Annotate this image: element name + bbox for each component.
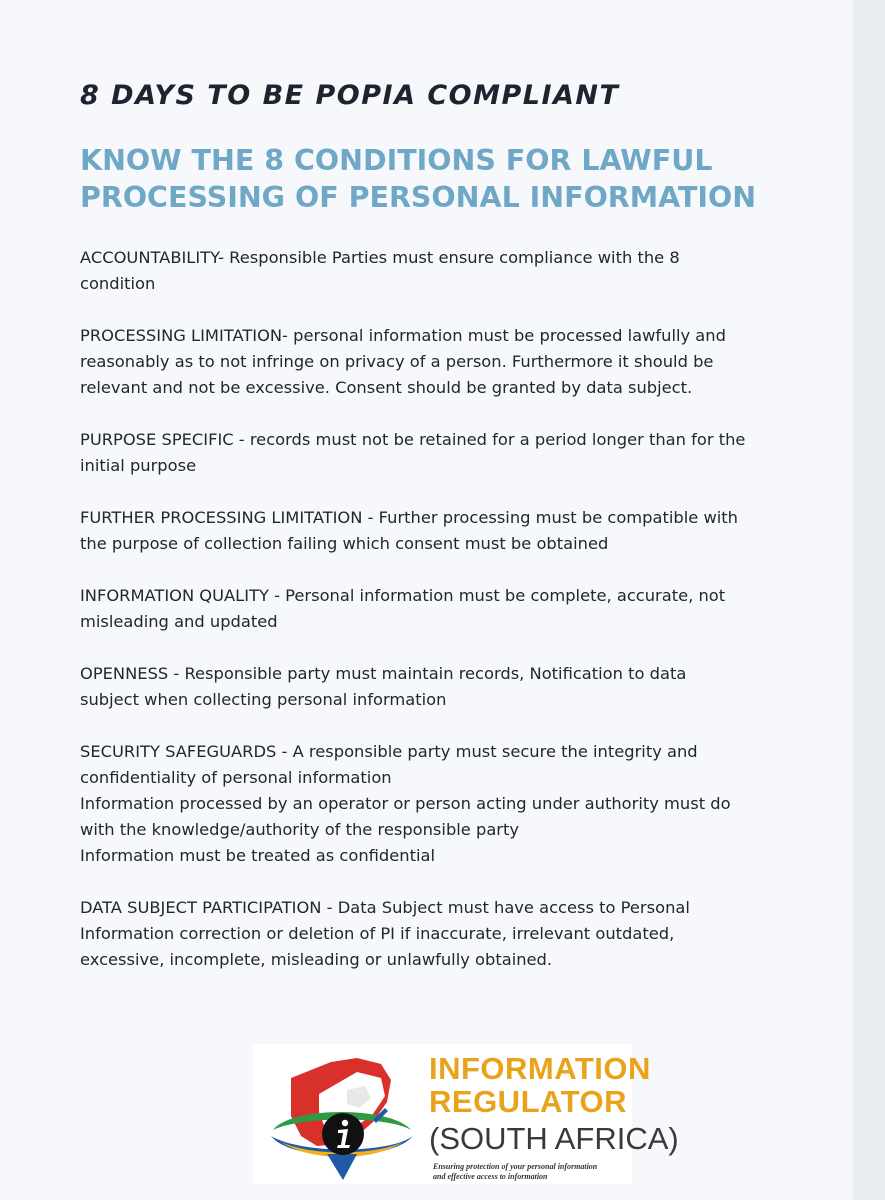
page-title: 8 DAYS TO BE POPIA COMPLIANT: [80, 80, 620, 111]
condition-line: ACCOUNTABILITY- Responsible Parties must ensure compliance with the 8: [80, 248, 680, 267]
condition-line: FURTHER PROCESSING LIMITATION - Further processing must be compatible with: [80, 508, 738, 527]
condition-line: with the knowledge/authority of the responsible party: [80, 820, 520, 839]
condition-data-subject-participation: [80, 895, 790, 973]
logo-tagline-line: Ensuring protection of your personal information: [433, 1162, 598, 1171]
logo-name: [429, 1052, 651, 1118]
logo-country: (SOUTH AFRICA): [429, 1121, 679, 1156]
condition-line: Information processed by an operator or person acting under authority must do: [80, 794, 731, 813]
condition-line: Information must be treated as confidential: [80, 846, 435, 865]
condition-line: initial purpose: [80, 456, 197, 475]
condition-line: INFORMATION QUALITY - Personal information must be complete, accurate, not: [80, 586, 726, 605]
condition-openness: [80, 661, 790, 713]
condition-information-quality: [80, 583, 790, 635]
information-regulator-logo: [253, 1044, 679, 1184]
condition-line: excessive, incomplete, misleading or unlawfully obtained.: [80, 950, 553, 969]
condition-processing-limitation: [80, 323, 790, 401]
condition-further-processing-limitation: [80, 505, 790, 557]
condition-line: reasonably as to not infringe on privacy of a person. Furthermore it should be: [80, 352, 714, 371]
condition-line: DATA SUBJECT PARTICIPATION - Data Subject must have access to Personal: [80, 898, 690, 917]
condition-line: relevant and not be excessive. Consent should be granted by data subject.: [80, 378, 693, 397]
logo-tagline-line: and effective access to information: [433, 1172, 548, 1181]
subtitle-line: KNOW THE 8 CONDITIONS FOR LAWFUL: [80, 144, 713, 177]
condition-accountability: [80, 245, 790, 297]
logo-name-line: REGULATOR: [429, 1084, 627, 1119]
conditions-list: [80, 245, 790, 999]
logo-tagline: [433, 1162, 597, 1182]
condition-line: misleading and updated: [80, 612, 278, 631]
condition-line: the purpose of collection failing which consent must be obtained: [80, 534, 609, 553]
condition-line: condition: [80, 274, 156, 293]
condition-line: OPENNESS - Responsible party must maintain records, Notification to data: [80, 664, 687, 683]
page-subtitle: [80, 142, 800, 216]
condition-security-safeguards: [80, 739, 790, 869]
condition-purpose-specific: [80, 427, 790, 479]
info-i-over-south-africa-map-icon: [261, 1050, 425, 1184]
condition-line: subject when collecting personal information: [80, 690, 447, 709]
condition-line: SECURITY SAFEGUARDS - A responsible party must secure the integrity and: [80, 742, 698, 761]
condition-line: PROCESSING LIMITATION- personal information must be processed lawfully and: [80, 326, 726, 345]
condition-line: confidentiality of personal information: [80, 768, 392, 787]
condition-line: Information correction or deletion of PI if inaccurate, irrelevant outdated,: [80, 924, 675, 943]
condition-line: PURPOSE SPECIFIC - records must not be retained for a period longer than for the: [80, 430, 746, 449]
page-edge: [853, 0, 885, 1200]
logo-name-line: INFORMATION: [429, 1051, 651, 1086]
subtitle-line: PROCESSING OF PERSONAL INFORMATION: [80, 181, 757, 214]
